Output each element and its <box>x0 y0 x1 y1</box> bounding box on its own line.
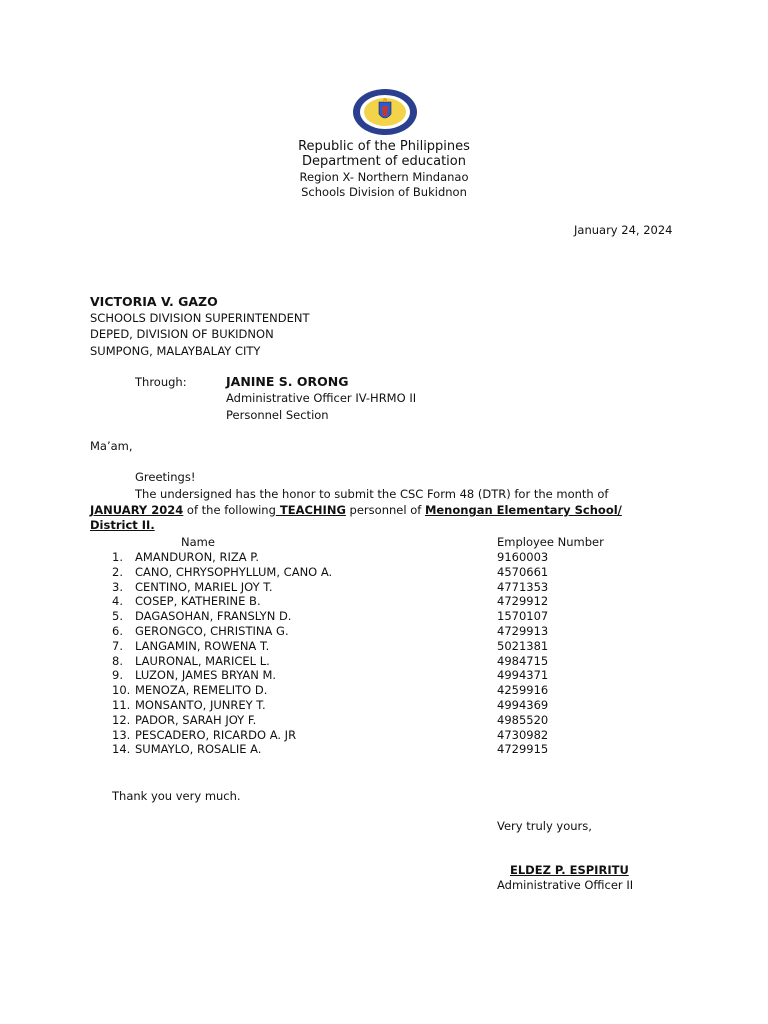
employee-number: 4259916 <box>497 683 549 698</box>
column-header-name: Name <box>181 535 215 549</box>
through-label: Through: <box>135 375 187 389</box>
employee-name: PADOR, SARAH JOY F. <box>135 712 257 727</box>
header-region: Region X- Northern Mindanao <box>299 170 469 184</box>
employee-name: LUZON, JAMES BRYAN M. <box>135 668 277 683</box>
row-number: 2. <box>112 564 123 579</box>
thanks-text: Thank you very much. <box>112 789 241 803</box>
employee-number: 4985520 <box>497 712 549 727</box>
row-number: 1. <box>112 550 123 564</box>
addressee-title: SCHOOLS DIVISION SUPERINTENDENT <box>90 311 310 325</box>
employee-name: GERONGCO, CHRISTINA G. <box>135 624 289 638</box>
through-name: JANINE S. ORONG <box>226 374 349 389</box>
header-department: Department of education <box>302 154 466 169</box>
row-number: 6. <box>112 624 123 638</box>
employee-number: 5021381 <box>497 638 549 653</box>
employee-number: 4729913 <box>497 624 549 638</box>
school-text: Menongan Elementary School/ <box>424 503 622 517</box>
row-number: 10. <box>112 683 131 698</box>
row-number: 11. <box>112 698 131 712</box>
header-republic: Republic of the Philippines <box>298 139 470 154</box>
valediction: Very truly yours, <box>497 819 592 833</box>
body-line-1: The undersigned has the honor to submit the CSC Form 48 (DTR) for the month of <box>135 487 609 501</box>
employee-number: 4994371 <box>497 668 549 683</box>
body-text-2: of the following <box>183 503 276 517</box>
row-number: 7. <box>112 638 123 653</box>
employee-number: 4570661 <box>497 564 549 579</box>
addressee-name: VICTORIA V. GAZO <box>90 294 218 309</box>
employee-number: 9160003 <box>497 550 549 564</box>
column-header-employee-number: Employee Number <box>497 535 604 549</box>
row-number: 4. <box>112 594 123 609</box>
employee-name: LANGAMIN, ROWENA T. <box>135 638 270 653</box>
employee-name: SUMAYLO, ROSALIE A. <box>135 742 262 757</box>
letter-date: January 24, 2024 <box>574 223 673 237</box>
addressee-office: DEPED, DIVISION OF BUKIDNON <box>90 327 274 341</box>
signatory-title: Administrative Officer II <box>497 878 634 892</box>
category-text: TEACHING <box>275 503 346 517</box>
employee-number: 4984715 <box>497 653 549 668</box>
salutation: Ma’am, <box>90 439 133 453</box>
row-number: 13. <box>112 727 131 742</box>
through-section: Personnel Section <box>226 408 329 422</box>
row-number: 9. <box>112 668 123 683</box>
district-text: District II. <box>90 518 155 532</box>
deped-seal-icon <box>351 88 419 136</box>
month-text: JANUARY 2024 <box>90 503 184 517</box>
row-number: 12. <box>112 712 131 727</box>
through-title: Administrative Officer IV-HRMO II <box>226 391 417 405</box>
body-line-2 <box>90 503 622 517</box>
employee-number: 4771353 <box>497 579 549 594</box>
row-number: 8. <box>112 653 123 668</box>
employee-number: 4729915 <box>497 742 549 757</box>
body-text-3: personnel of <box>345 503 425 517</box>
header-division: Schools Division of Bukidnon <box>301 185 467 199</box>
employee-name: CANO, CHRYSOPHYLLUM, CANO A. <box>135 564 333 579</box>
employee-name: MONSANTO, JUNREY T. <box>135 698 266 712</box>
addressee-address: SUMPONG, MALAYBALAY CITY <box>90 344 261 358</box>
employee-name: DAGASOHAN, FRANSLYN D. <box>135 609 292 624</box>
employee-number: 4729912 <box>497 594 549 609</box>
employee-number: 4994369 <box>497 698 549 712</box>
employee-number: 4730982 <box>497 727 549 742</box>
employee-name: LAURONAL, MARICEL L. <box>135 653 270 668</box>
employee-name: PESCADERO, RICARDO A. JR <box>135 727 297 742</box>
employee-name: AMANDURON, RIZA P. <box>135 550 260 564</box>
row-number: 5. <box>112 609 123 624</box>
employee-name: MENOZA, REMELITO D. <box>135 683 268 698</box>
employee-name: COSEP, KATHERINE B. <box>135 594 261 609</box>
row-number: 3. <box>112 579 123 594</box>
signatory-name: ELDEZ P. ESPIRITU <box>510 863 629 877</box>
row-number: 14. <box>112 742 131 757</box>
employee-name: CENTINO, MARIEL JOY T. <box>135 579 273 594</box>
employee-number: 1570107 <box>497 609 549 624</box>
greeting: Greetings! <box>135 470 196 484</box>
